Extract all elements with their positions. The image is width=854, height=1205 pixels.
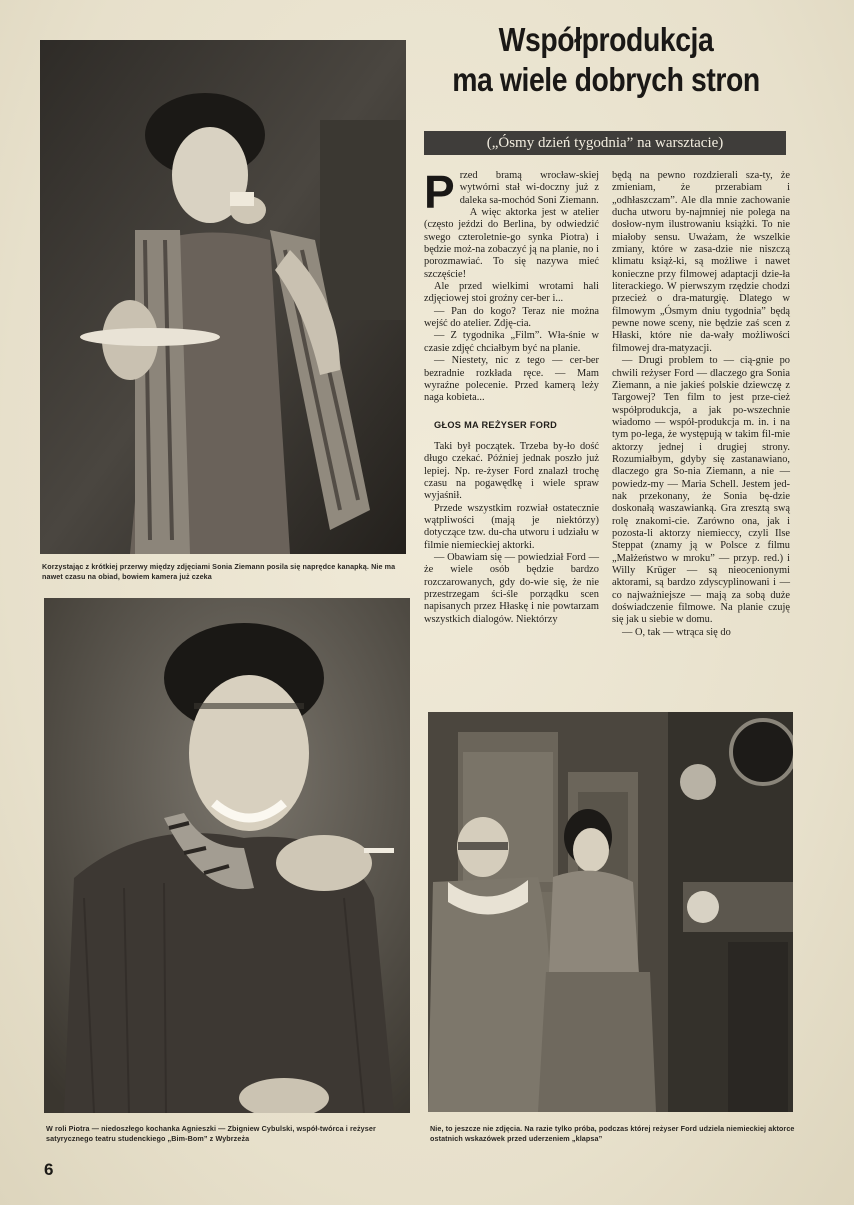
photo-sonia-ziemann — [40, 40, 406, 554]
page-number: 6 — [44, 1160, 54, 1179]
article-column-1 — [424, 166, 599, 626]
photo-director-rehearsal — [428, 712, 793, 1112]
article-column-2 — [612, 170, 790, 639]
article-headline — [425, 20, 787, 100]
drop-cap: P — [424, 166, 455, 218]
paragraph-9: — Obawiam się — powiedział Ford — że wiele osób będzie bardzo rozczarowanych, gdy do-wie się, że nie przestrzegam ści-śle porządku scen napisanych przez Hłaskę i nie powtarzam wszystkich dialogów. Niektórzy — [424, 551, 599, 625]
photo3-caption: Nie, to jeszcze nie zdjęcia. Na razie tylko próba, podczas której reżyser Ford udziela niemieckiej aktorce ostatnich wskazówek przed uderzeniem „klapsa” — [430, 1124, 795, 1143]
paragraph-6: — Niestety, nic z tego — cer-ber bezradnie rozkłada ręce. — Mam wyraźne polecenie. Przed kamerą leży naga kobieta... — [424, 355, 599, 404]
photo-zbigniew-cybulski — [44, 598, 410, 1113]
section-subhead: GŁOS MA REŻYSER FORD — [434, 419, 558, 430]
photo1-caption: Korzystając z krótkiej przerwy między zdjęciami Sonia Ziemann posila się naprędce kanapką. Nie ma nawet czasu na obiad, bowiem kamera już czeka — [42, 562, 396, 581]
paragraph-1: Przed bramą wrocław-skiej wytwórni stał wi-doczny już z daleka sa-mochód Soni Ziemann. — [424, 166, 599, 218]
paragraph-5: — Z tygodnika „Film”. Wła-śnie w czasie zdjęć chciałbym być na planie. — [424, 330, 599, 354]
paragraph-7: Taki był początek. Trzeba by-ło dość długo czekać. Później jednak poszło już lepiej. Np. re-żyser Ford znalazł trochę czasu na pogawędkę i wiele spraw wyjaśnił. — [424, 440, 599, 502]
headline-line1: Współprodukcja — [498, 21, 714, 58]
paragraph-8: Przede wszystkim rozwiał ostatecznie wątpliwości (mają je niektórzy) dotyczące tzw. du-cha utworu i udziału w filmie niemieckiej aktorki. — [424, 502, 599, 551]
paragraph-2: A więc aktorka jest w atelier (często jeździ do Berlina, by odwiedzić swego czteroletnie-go synka Piotra) i będzie moż-na zobaczyć ją na planie, no i porozmawiać. To się nazywa mieć szczęście! — [424, 207, 599, 280]
paragraph-4: — Pan do kogo? Teraz nie można wejść do atelier. Zdję-cia. — [424, 305, 599, 330]
article-subheading: („Ósmy dzień tygodnia” na warsztacie) — [424, 131, 786, 155]
headline-line2: ma wiele dobrych stron — [452, 61, 760, 98]
paragraph-3: Ale przed wielkimi wrotami hali zdjęciowej stoi groźny cer-ber i... — [424, 281, 599, 305]
paragraph-12: — O, tak — wtrąca się do — [622, 626, 731, 638]
paragraph-11: — Drugi problem to — cią-gnie po chwili reżyser Ford — dlaczego gra Sonia Ziemann, a nie jakieś polskie dziewczę z Targowej? Ten film to jest prze-cież współprodukcja, a jak po-wszechnie wiadomo — współ-produkcja m. in. i na tym po-lega, że występują w takim fil-mie aktorzy jednej i drugiej strony. Rozumiałbym, gdyby się zastanawiano, dlaczego gra So-nia Ziemann, a nie — powiedz-my — Maria Schell. Jestem jed-nak przekonany, że Sonia bę-dzie doskonałą waszawianką. Gra zresztą swą rolę znakomi-cie. Zarówno ona, jak i pozosta-li aktorzy niemieccy, czyli Ilse Steppat (znamy ją w Polsce z filmu „Małżeństwo w mroku” — przyp. red.) i Willy Krüger — są nieocenionymi aktorami, są bardzo zdyscyplinowani i — co najważniejsze — mają za sobą duże doświadczenie filmowe. Na planie czuję się jak u siebie w domu. — [612, 355, 790, 626]
paragraph-10: będą na pewno rozdzierali sza-ty, że zmieniam, że przerabiam i „odhłaszczam”. Ale dla mnie zachowanie ducha utworu by-najmniej nie polega na dosłow-nym ilustrowaniu książki. To nie miałoby sensu. Uważam, że wszelkie zmiany, które w zasa-dzie nie niszczą klimatu książ-ki, są możliwe i nawet konieczne przy filmowej adaptacji dzie-ła literackiego. W pierwszym rzędzie chodzi przecież o dra-maturgię. Dlatego w filmowym „Ósmym dniu tygodnia” będą pewne nowe sceny, nie będzie zaś scen z Hłaski, które nie da-wały możliwości filmowej dra-matyzacji. — [612, 170, 790, 354]
photo2-caption: W roli Piotra — niedoszłego kochanka Agnieszki — Zbigniew Cybulski, współ-twórca i reżyser satyrycznego teatru studenckiego „Bim-Bom” z Wybrzeża — [46, 1124, 376, 1143]
